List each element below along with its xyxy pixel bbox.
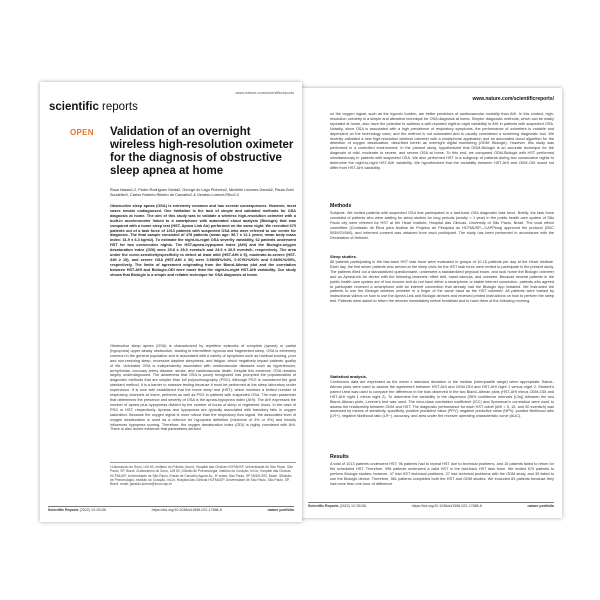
results-heading: Results — [330, 454, 349, 460]
results-text: A total of 1013 patients underwent HST; 96 patients had to repeat HST due to technical problems, and 15 patients failed to return for the scheduled HST. Therefore, 998 patients underwent a valid HST in the fast-track HST task force. We invited 670 patients to perform Biologix studies; however, 47 had HST technical problems, 27 had technical problems with the ODM study, and 35 failed to use the Biologix device. Therefore, 561 patients completed both the HST and ODM studies. We excluded 83 patients because they had more than one hour of difference — [330, 462, 554, 486]
journal-url: www.nature.com/scientificreports — [235, 90, 294, 95]
page-2-header: www.nature.com/scientificreports/ — [472, 96, 554, 102]
sleep-studies-text: All patients participating in the fast-track HST task force were evaluated in groups of 10-15 patients per day at the Heart Institute. Each day, the first seven patients who arrived at the sleep clinic for the HST task force were invited to participate in the present study. The patients filled out a standardized questionnaire, underwent a standardized physical exam, and took home the Biologix oximeter and an ApneaLink Air device with the following channels: effort belt, nasal cannula, and oximeter. Because several patients in the public health care system are of low income and do not have either a smartphone or stable internet connection, patients who agreed to participate received a smartphone with an internet connection that already had the Biologix App installed. We instructed the patients to use the Biologix wireless oximeter in a finger of the same hand as the HST oximeter. All patients were trained by instructional videos on how to use the Apnea Link and Biologix devices and received printed instructions on how to perform the sleep test. Patients were asked to return the devices immediately before breakfast and to have them of the following morning. — [330, 260, 554, 304]
brand-bold: scientific — [49, 101, 99, 113]
page-2-footer-journal: Scientific Reports — [308, 504, 339, 508]
author-list: Rosa Hasan1,2, Pedro Rodrigues Genta2, George do Lago Pinheiro2, Michelle Louvoes Garcia2, Paula Gobi Scudeller2, Carlos Roberto Ribeiro de Carvalho2 & Geraldo Lorenzi-Filho2,3 — [110, 188, 294, 197]
footer-journal: Scientific Reports — [48, 508, 79, 512]
open-access-label: OPEN — [70, 128, 94, 137]
paper-title: Validation of an overnight wireless high-resolution oximeter for the diagnosis of obstructive sleep apnea at home — [110, 126, 294, 177]
page-2 — [300, 88, 562, 518]
introduction-text: Obstructive sleep apnea (OSA) is characterized by repetitive episodes of complete (apnea) or partial (hypopnea) upper airway obstruction, leading to intermittent hypoxia and fragmented sleep. OSA is extremely common in the general population and is associated with a variety of symptoms such as habitual snoring, poor and non-restoring sleep, excessive daytime sleepiness, and fatigue, which negatively impact patients' quality of life. Untreated OSA is independently associated with cardiovascular diseases such as hypertension, arrhythmias, coronary artery disease, stroke, and cardiovascular death. Despite this evidence, OSA remains largely underdiagnosed. The awareness that OSA is poorly recognized has prompted the popularization of diagnostic methods that are simpler than full polysomnography (PSG). Although PSG is considered the gold standard method, it is a barrier to massive testing because it must be performed at the sleep laboratory under supervision. It is now well established that the home sleep test (HST), which monitors a limited number of respiratory channels at home, performs as well as PSG in patients with suspected OSA. The main parameter that determines the presence and severity of OSA is the apnea-hypopnea index (AHI). The AHI expresses the number of apnea plus hypopneas divided by the number of hours of sleep or registered hours. In the case of PSG or HST, respectively. Apneas and hypopneas are typically associated with transitory falls in oxygen saturation. Because the oxygen signal is more robust than the respiratory flow signal, the associated level of oxygen desaturation is used as a criterion for hypopnea definition (minimum of 3% or 4%) and heavily influences hypopnea scoring. Therefore, the oxygen desaturation index (ODI) is highly correlated with AHI. There is also recent evidence that parameters derived — [110, 344, 296, 432]
affiliations: 1Laboratorio do Sono, LIM 63, Instituto do Pulmão (Incor), Hospital das Clinicas HCFMUSP, Universidade de São Paulo, São Paulo, SP, Brazil. 2Laboratório do Sono, LIM 63, Divisão de Pneumologia, Instituto do Coração, InCor, Hospital das Clinicas HCFMUSP, Universidade de São Paulo, Eneas de Carvalho Aguiar Av., 8º andar, São Paulo, SP 05403-900, Brazil. 3Divisão de Pneumologia, Instituto do Coração, InCor, Hospital das Clinicas HCFMUSP, Universidade de São Paulo, São Paulo, SP, Brazil. email: geraldo.lorenzi@incor.usp.br — [110, 465, 293, 487]
page-2-footer — [308, 504, 554, 508]
page-footer — [48, 508, 294, 512]
statistics-heading: Statistical analysis. — [330, 374, 367, 379]
statistics-text: Continuous data are expressed as the mean ± standard deviation or the median (interquartile range) when appropriate. Bland–Altman plots were used to assess the agreement between HST-AHI and ODM-ODI and HST-AHI night 1 versus night 2. Student's paired t-test was used to compare the difference in the bias observed in the two Bland–Altman plots (HST-AHI minus ODM-ODI and HST-AHI night 1 minus night 2). To determine the variability in the dispersion (95% confidence intervals (CIs)) between the two Bland–Altman plots, Levene's test was used. The intra-class correlation coefficient (ICC) and Spearman's correlation were used to assess the relationship between ODM and HST. The diagnostic performance for each HST cutoff (AHI = 5, 15, and 30 events/h) was assessed by means of sensitivity, specificity, positive predictive value (PPV), negative predictive value (NPV), positive likelihood ratio (LR+), negative likelihood ratio (LR−), accuracy, and area under the receiver operating characteristic curve (AUC). — [330, 380, 554, 419]
intro-continued: on the oxygen signal, such as the hypoxic burden, are better predictors of cardiovascular mortality than AHI. In this context, high-resolution oximetry is a simple and attractive technique for OSA diagnosis at home. Simpler diagnostic methods, which can be easily repeated at home, also have the potential to address a well-reported night-to-night variability in AHI in patients with suspected OSA. Notably, since OSA is associated with a high prevalence of respiratory symptoms, the performance of oximeters is variable and dependent on the technology used, and the method is not automated and is usually considered a screening diagnostic tool. We recently validated a new high-resolution wireless oximeter with a smartphone application and an automated cloud algorithm for the detection of oxygen desaturation, described herein as overnight digital monitoring (ODM; Biologix). However, this study was performed in a controlled environment. In the present study, hypothesized that ODM-Biologix is an accurate technique for the diagnosis of mild, moderate to severe, and severe OSA at home. To this end, we compared ODM-Biologix with HST performed simultaneously in patients with suspected OSA. We also performed HST in a subgroup of patients during two consecutive nights to determine the night-to-night HST-AHI variability. We hypothesized that the variability between HST-AHI and ODM-ODI would not differ from HST-AHI variability. — [330, 112, 554, 170]
methods-subjects: Subjects. We invited patients with suspected OSA that participated in a fast-track OSA diagnostic task force. Briefly, the task force consisted of patients who were waiting for sleep studies for long periods (mostly > 1 year) in the public health care system of São Paulo city were referred for HST at the Heart Institute, Hospital das Clinicas, University of São Paulo, Brazil. The local ethics committee (Comissão de Ética para Análise de Projetos de Pesquisa do HCFMUSP—CAPPesq) approved the protocol (SDC 5059/20/060), and informed consent was obtained from each participant. The study has been performed in accordance with the Declaration of Helsinki. — [330, 211, 554, 240]
methods-heading: Methods — [330, 203, 352, 209]
page-2-footer-publisher: nature portfolio — [527, 504, 554, 508]
journal-brand — [49, 100, 138, 114]
footer-publisher: nature portfolio — [267, 508, 294, 512]
abstract: Obstructive sleep apnea (OSA) is extremely common and has several consequences. However, most cases remain undiagnosed. One limitation is the lack of simple and validated methods for OSA diagnosis at home. The aim of this study was to validate a wireless high-resolution oximeter with a built-in accelerometer linked to a smartphone with automated cloud analysis (Biologix) that was compared with a home sleep test (HST, Apnea Link Air) performed on the same night. We recruited 670 patients out of a task force of 1013 patients with suspected OSA who were referred to our center for diagnosis. The final sample consisted of 478 patients (mean age: 56.7 ± 12.1 years; mean body mass index: 31.9 ± 6.3 kg/m2). To estimate the night-to-night OSA severity variability, 62 patients underwent HST for two consecutive nights. The HST-apnea-hypopnea index (AHI) and the Biologix-oxygen desaturation index (ODI) were 25.8 ± 25.0 events/h and 24.9 ± 26.5 events/h, respectively. The area under the curve-sensitivity/specificity to detect at least mild (HST-AHI ≥ 5), moderate-to-severe (HST-AHI ≥ 15), and severe OSA (HST-AHI ≥ 30) were 0.98/95%/94%, 0.97/91%/92% and 0.98/91%/95%, respectively. The limits of agreement originating from the Bland-Altman plot and the correlation between HST-AHI and Biologix-ODI were lower than the night-to-night HST-AHI variability. Our study shows that Biologix is a simple and reliable technique for OSA diagnosis at home. — [110, 204, 296, 277]
brand-regular: reports — [98, 101, 138, 113]
sleep-studies-heading: Sleep studies. — [330, 254, 357, 259]
footer-doi[interactable]: https://doi.org/10.1038/s41598-022-17688-8 — [151, 508, 222, 512]
page-2-footer-divider — [308, 502, 554, 503]
footer-volume: (2022) 12:15136 — [79, 508, 106, 512]
page-2-footer-doi[interactable]: https://doi.org/10.1038/s41598-022-17688-8 — [411, 504, 482, 508]
affiliation-divider — [110, 462, 296, 463]
footer-divider — [48, 506, 294, 507]
page-2-footer-volume: (2022) 12:15136 — [339, 504, 366, 508]
page-1 — [40, 82, 302, 522]
